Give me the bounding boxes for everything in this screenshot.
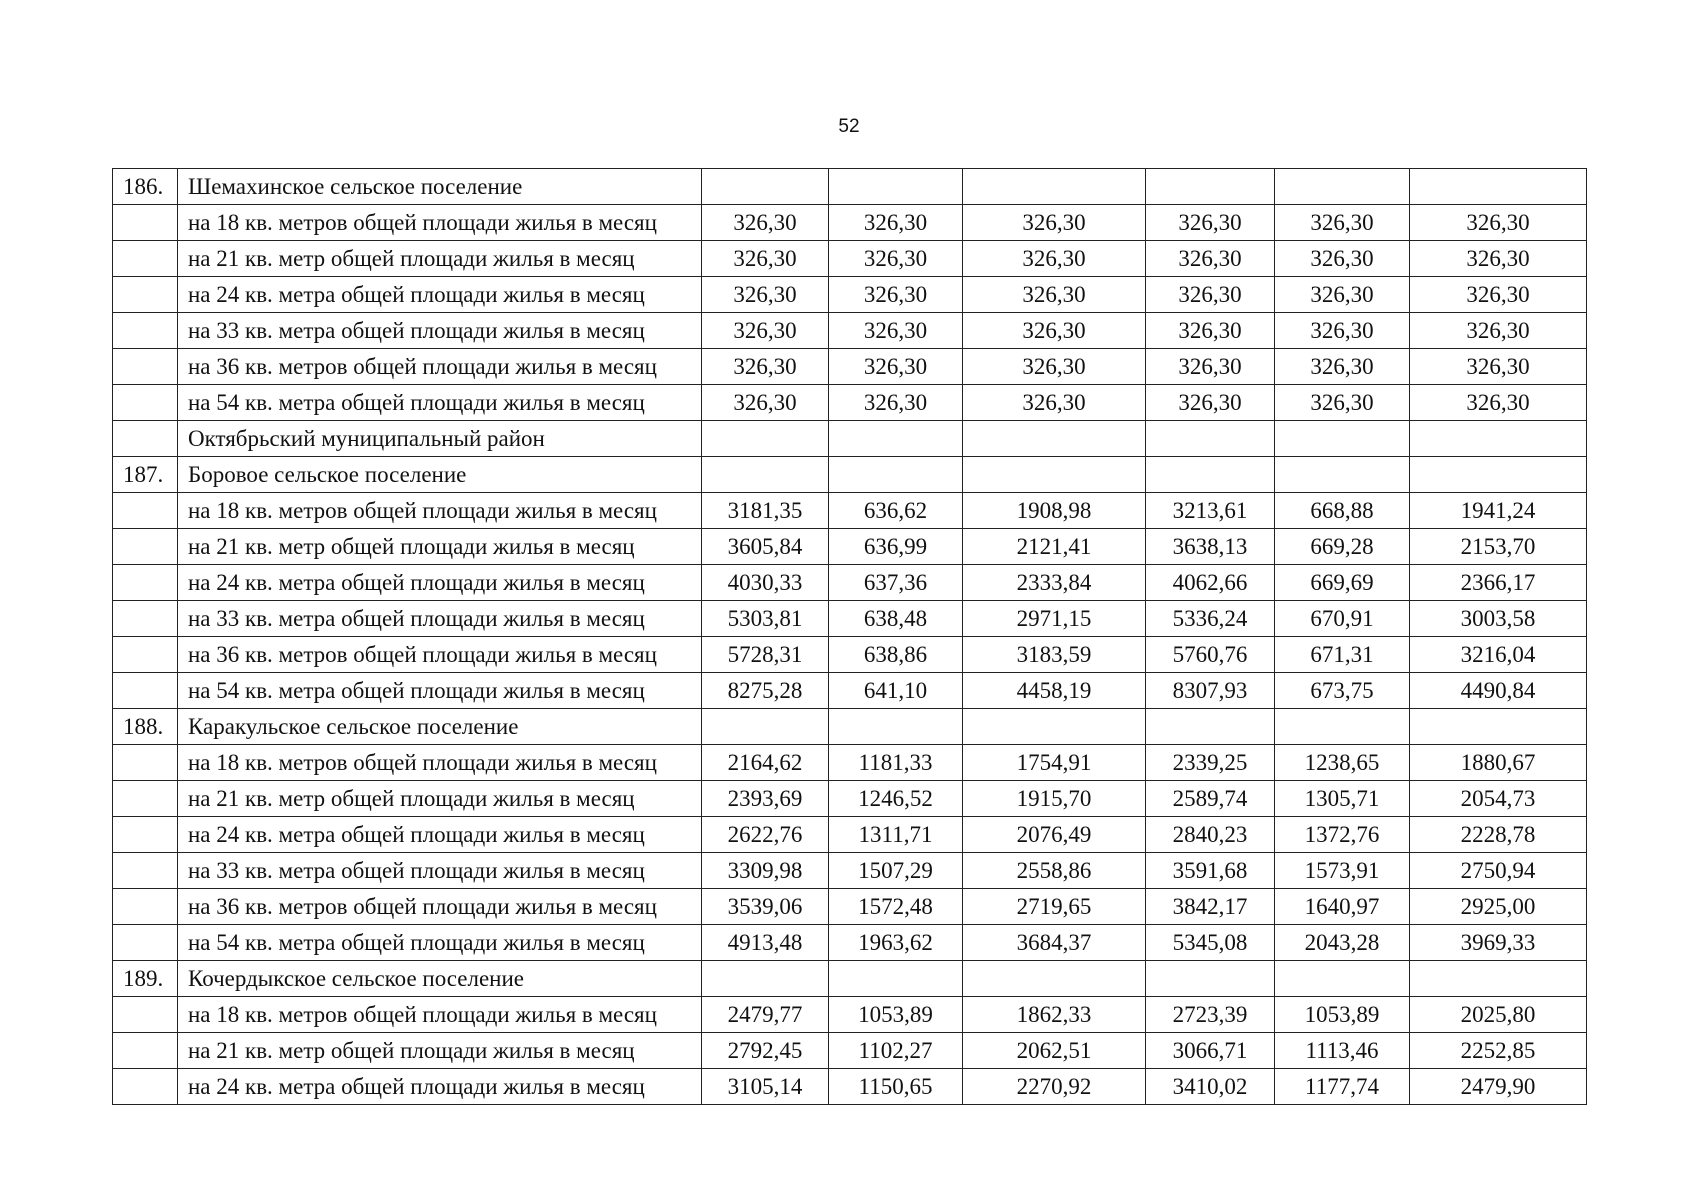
value-cell-5: 669,69 xyxy=(1275,565,1410,601)
value-cell-6: 2228,78 xyxy=(1410,817,1587,853)
value-cell-6 xyxy=(1410,169,1587,205)
value-cell-3: 326,30 xyxy=(963,313,1146,349)
value-cell-4: 326,30 xyxy=(1146,349,1275,385)
value-cell-3: 326,30 xyxy=(963,205,1146,241)
value-cell-3: 2076,49 xyxy=(963,817,1146,853)
row-number-cell xyxy=(113,349,178,385)
table-row xyxy=(113,925,1587,961)
value-cell-1: 326,30 xyxy=(702,313,829,349)
row-name-cell: на 21 кв. метр общей площади жилья в месяц xyxy=(178,529,702,565)
value-cell-3 xyxy=(963,961,1146,997)
value-cell-4: 326,30 xyxy=(1146,205,1275,241)
row-name-cell: Боровое сельское поселение xyxy=(178,457,702,493)
value-cell-4 xyxy=(1146,961,1275,997)
value-cell-2: 1507,29 xyxy=(829,853,963,889)
value-cell-3 xyxy=(963,457,1146,493)
value-cell-6: 3003,58 xyxy=(1410,601,1587,637)
value-cell-4: 3842,17 xyxy=(1146,889,1275,925)
value-cell-2: 636,62 xyxy=(829,493,963,529)
value-cell-2: 1311,71 xyxy=(829,817,963,853)
row-number-cell xyxy=(113,745,178,781)
value-cell-3: 326,30 xyxy=(963,385,1146,421)
value-cell-1 xyxy=(702,961,829,997)
value-cell-2: 1053,89 xyxy=(829,997,963,1033)
row-number-cell xyxy=(113,565,178,601)
row-number-cell xyxy=(113,925,178,961)
value-cell-5: 1113,46 xyxy=(1275,1033,1410,1069)
value-cell-6: 326,30 xyxy=(1410,277,1587,313)
page-number: 52 xyxy=(838,116,860,137)
value-cell-1: 8275,28 xyxy=(702,673,829,709)
value-cell-6: 1880,67 xyxy=(1410,745,1587,781)
value-cell-6: 2054,73 xyxy=(1410,781,1587,817)
value-cell-1: 326,30 xyxy=(702,349,829,385)
value-cell-5: 326,30 xyxy=(1275,277,1410,313)
row-number-cell: 188. xyxy=(113,709,178,745)
row-number-cell xyxy=(113,385,178,421)
value-cell-5: 326,30 xyxy=(1275,385,1410,421)
row-name-cell: на 54 кв. метра общей площади жилья в месяц xyxy=(178,925,702,961)
row-number-cell: 187. xyxy=(113,457,178,493)
row-number-cell xyxy=(113,889,178,925)
tariff-table xyxy=(112,168,1587,1105)
row-name-cell: Шемахинское сельское поселение xyxy=(178,169,702,205)
value-cell-5: 326,30 xyxy=(1275,313,1410,349)
value-cell-6: 4490,84 xyxy=(1410,673,1587,709)
value-cell-5 xyxy=(1275,421,1410,457)
value-cell-6: 326,30 xyxy=(1410,241,1587,277)
value-cell-1 xyxy=(702,457,829,493)
value-cell-5 xyxy=(1275,709,1410,745)
value-cell-4 xyxy=(1146,457,1275,493)
value-cell-1: 326,30 xyxy=(702,385,829,421)
value-cell-4: 4062,66 xyxy=(1146,565,1275,601)
value-cell-2: 638,48 xyxy=(829,601,963,637)
value-cell-6: 2153,70 xyxy=(1410,529,1587,565)
row-name-cell: на 24 кв. метра общей площади жилья в месяц xyxy=(178,277,702,313)
row-number-cell xyxy=(113,421,178,457)
row-name-cell: на 36 кв. метров общей площади жилья в месяц xyxy=(178,349,702,385)
value-cell-1 xyxy=(702,709,829,745)
row-number-cell xyxy=(113,637,178,673)
row-name-cell: на 33 кв. метра общей площади жилья в месяц xyxy=(178,853,702,889)
row-number-cell xyxy=(113,781,178,817)
value-cell-1: 326,30 xyxy=(702,277,829,313)
value-cell-6: 2025,80 xyxy=(1410,997,1587,1033)
value-cell-1: 2479,77 xyxy=(702,997,829,1033)
value-cell-1: 326,30 xyxy=(702,205,829,241)
row-name-cell: на 54 кв. метра общей площади жилья в месяц xyxy=(178,385,702,421)
value-cell-4: 2339,25 xyxy=(1146,745,1275,781)
table-row xyxy=(113,889,1587,925)
value-cell-3 xyxy=(963,169,1146,205)
table-row xyxy=(113,745,1587,781)
value-cell-6 xyxy=(1410,421,1587,457)
row-number-cell xyxy=(113,313,178,349)
value-cell-3: 2971,15 xyxy=(963,601,1146,637)
value-cell-6: 3216,04 xyxy=(1410,637,1587,673)
row-number-cell: 189. xyxy=(113,961,178,997)
row-number-cell xyxy=(113,817,178,853)
value-cell-1: 4913,48 xyxy=(702,925,829,961)
value-cell-1: 2792,45 xyxy=(702,1033,829,1069)
row-number-cell xyxy=(113,529,178,565)
value-cell-1: 3605,84 xyxy=(702,529,829,565)
value-cell-5: 673,75 xyxy=(1275,673,1410,709)
value-cell-2: 1963,62 xyxy=(829,925,963,961)
value-cell-3: 1908,98 xyxy=(963,493,1146,529)
table-row xyxy=(113,817,1587,853)
table-row xyxy=(113,1069,1587,1105)
value-cell-1: 3539,06 xyxy=(702,889,829,925)
value-cell-6: 3969,33 xyxy=(1410,925,1587,961)
value-cell-5: 670,91 xyxy=(1275,601,1410,637)
value-cell-4: 8307,93 xyxy=(1146,673,1275,709)
value-cell-4: 3638,13 xyxy=(1146,529,1275,565)
value-cell-6: 326,30 xyxy=(1410,349,1587,385)
table-row xyxy=(113,673,1587,709)
value-cell-1: 3105,14 xyxy=(702,1069,829,1105)
value-cell-4: 3591,68 xyxy=(1146,853,1275,889)
value-cell-2: 636,99 xyxy=(829,529,963,565)
value-cell-6: 326,30 xyxy=(1410,205,1587,241)
value-cell-2 xyxy=(829,457,963,493)
value-cell-3: 2121,41 xyxy=(963,529,1146,565)
row-name-cell: на 24 кв. метра общей площади жилья в месяц xyxy=(178,1069,702,1105)
row-number-cell xyxy=(113,997,178,1033)
value-cell-3: 1915,70 xyxy=(963,781,1146,817)
value-cell-1: 4030,33 xyxy=(702,565,829,601)
value-cell-4 xyxy=(1146,169,1275,205)
value-cell-6: 326,30 xyxy=(1410,313,1587,349)
value-cell-4 xyxy=(1146,709,1275,745)
value-cell-4: 326,30 xyxy=(1146,385,1275,421)
value-cell-4: 326,30 xyxy=(1146,241,1275,277)
value-cell-2 xyxy=(829,169,963,205)
table-row xyxy=(113,277,1587,313)
value-cell-4: 3410,02 xyxy=(1146,1069,1275,1105)
row-name-cell: на 18 кв. метров общей площади жилья в месяц xyxy=(178,997,702,1033)
value-cell-4: 2840,23 xyxy=(1146,817,1275,853)
row-name-cell: на 36 кв. метров общей площади жилья в месяц xyxy=(178,889,702,925)
value-cell-4: 326,30 xyxy=(1146,277,1275,313)
table-row xyxy=(113,565,1587,601)
value-cell-4: 2589,74 xyxy=(1146,781,1275,817)
row-number-cell xyxy=(113,673,178,709)
row-name-cell: Кочердыкское сельское поселение xyxy=(178,961,702,997)
table-row xyxy=(113,601,1587,637)
row-number-cell xyxy=(113,601,178,637)
value-cell-5: 1573,91 xyxy=(1275,853,1410,889)
value-cell-5: 1053,89 xyxy=(1275,997,1410,1033)
value-cell-1: 5303,81 xyxy=(702,601,829,637)
row-name-cell: на 33 кв. метра общей площади жилья в месяц xyxy=(178,313,702,349)
value-cell-1: 5728,31 xyxy=(702,637,829,673)
row-name-cell: на 33 кв. метра общей площади жилья в месяц xyxy=(178,601,702,637)
value-cell-6: 326,30 xyxy=(1410,385,1587,421)
row-name-cell: на 18 кв. метров общей площади жилья в месяц xyxy=(178,745,702,781)
value-cell-1 xyxy=(702,169,829,205)
value-cell-6 xyxy=(1410,457,1587,493)
row-name-cell: на 24 кв. метра общей площади жилья в месяц xyxy=(178,565,702,601)
value-cell-2: 1102,27 xyxy=(829,1033,963,1069)
table-row xyxy=(113,457,1587,493)
value-cell-5: 326,30 xyxy=(1275,241,1410,277)
table-row xyxy=(113,997,1587,1033)
value-cell-5: 1238,65 xyxy=(1275,745,1410,781)
row-number-cell: 186. xyxy=(113,169,178,205)
row-number-cell xyxy=(113,1069,178,1105)
value-cell-2: 1246,52 xyxy=(829,781,963,817)
value-cell-6 xyxy=(1410,709,1587,745)
value-cell-6: 1941,24 xyxy=(1410,493,1587,529)
value-cell-6: 2252,85 xyxy=(1410,1033,1587,1069)
value-cell-2: 1150,65 xyxy=(829,1069,963,1105)
table-row xyxy=(113,169,1587,205)
value-cell-6: 2479,90 xyxy=(1410,1069,1587,1105)
table-row xyxy=(113,1033,1587,1069)
value-cell-5 xyxy=(1275,457,1410,493)
value-cell-1: 326,30 xyxy=(702,241,829,277)
value-cell-5 xyxy=(1275,961,1410,997)
value-cell-3 xyxy=(963,421,1146,457)
table-row xyxy=(113,853,1587,889)
value-cell-5: 1177,74 xyxy=(1275,1069,1410,1105)
value-cell-3: 326,30 xyxy=(963,241,1146,277)
value-cell-2: 637,36 xyxy=(829,565,963,601)
value-cell-3: 3183,59 xyxy=(963,637,1146,673)
row-name-cell: на 18 кв. метров общей площади жилья в месяц xyxy=(178,493,702,529)
table-row xyxy=(113,781,1587,817)
value-cell-5: 2043,28 xyxy=(1275,925,1410,961)
row-number-cell xyxy=(113,1033,178,1069)
value-cell-4: 326,30 xyxy=(1146,313,1275,349)
table-row xyxy=(113,493,1587,529)
table-row xyxy=(113,241,1587,277)
value-cell-5: 671,31 xyxy=(1275,637,1410,673)
table-row xyxy=(113,961,1587,997)
value-cell-4 xyxy=(1146,421,1275,457)
value-cell-5: 326,30 xyxy=(1275,349,1410,385)
value-cell-1: 2622,76 xyxy=(702,817,829,853)
value-cell-3: 1754,91 xyxy=(963,745,1146,781)
row-name-cell: на 21 кв. метр общей площади жилья в месяц xyxy=(178,241,702,277)
value-cell-3: 326,30 xyxy=(963,277,1146,313)
value-cell-5: 1305,71 xyxy=(1275,781,1410,817)
table-row xyxy=(113,709,1587,745)
value-cell-1: 2393,69 xyxy=(702,781,829,817)
value-cell-2: 326,30 xyxy=(829,277,963,313)
value-cell-4: 3213,61 xyxy=(1146,493,1275,529)
row-number-cell xyxy=(113,241,178,277)
tariff-table-body xyxy=(113,169,1587,1105)
value-cell-5: 668,88 xyxy=(1275,493,1410,529)
value-cell-1: 2164,62 xyxy=(702,745,829,781)
value-cell-2: 1572,48 xyxy=(829,889,963,925)
table-row xyxy=(113,205,1587,241)
table-row xyxy=(113,637,1587,673)
row-number-cell xyxy=(113,493,178,529)
row-name-cell: Каракульское сельское поселение xyxy=(178,709,702,745)
value-cell-3: 2558,86 xyxy=(963,853,1146,889)
value-cell-6: 2750,94 xyxy=(1410,853,1587,889)
value-cell-2 xyxy=(829,961,963,997)
value-cell-5: 1640,97 xyxy=(1275,889,1410,925)
value-cell-3: 2333,84 xyxy=(963,565,1146,601)
value-cell-1: 3181,35 xyxy=(702,493,829,529)
value-cell-3: 1862,33 xyxy=(963,997,1146,1033)
value-cell-2: 1181,33 xyxy=(829,745,963,781)
value-cell-4: 2723,39 xyxy=(1146,997,1275,1033)
value-cell-3: 2719,65 xyxy=(963,889,1146,925)
value-cell-6 xyxy=(1410,961,1587,997)
value-cell-1: 3309,98 xyxy=(702,853,829,889)
row-name-cell: Октябрьский муниципальный район xyxy=(178,421,702,457)
value-cell-2: 638,86 xyxy=(829,637,963,673)
value-cell-4: 3066,71 xyxy=(1146,1033,1275,1069)
row-name-cell: на 21 кв. метр общей площади жилья в месяц xyxy=(178,1033,702,1069)
value-cell-1 xyxy=(702,421,829,457)
value-cell-3: 326,30 xyxy=(963,349,1146,385)
value-cell-3: 2270,92 xyxy=(963,1069,1146,1105)
value-cell-2 xyxy=(829,709,963,745)
value-cell-3: 2062,51 xyxy=(963,1033,1146,1069)
value-cell-4: 5336,24 xyxy=(1146,601,1275,637)
value-cell-3: 3684,37 xyxy=(963,925,1146,961)
row-name-cell: на 36 кв. метров общей площади жилья в месяц xyxy=(178,637,702,673)
value-cell-2: 326,30 xyxy=(829,349,963,385)
value-cell-5: 326,30 xyxy=(1275,205,1410,241)
row-number-cell xyxy=(113,853,178,889)
row-name-cell: на 24 кв. метра общей площади жилья в месяц xyxy=(178,817,702,853)
value-cell-2: 326,30 xyxy=(829,313,963,349)
row-name-cell: на 21 кв. метр общей площади жилья в месяц xyxy=(178,781,702,817)
table-row xyxy=(113,421,1587,457)
value-cell-5 xyxy=(1275,169,1410,205)
value-cell-2: 326,30 xyxy=(829,241,963,277)
value-cell-3: 4458,19 xyxy=(963,673,1146,709)
value-cell-2: 326,30 xyxy=(829,205,963,241)
value-cell-4: 5345,08 xyxy=(1146,925,1275,961)
value-cell-4: 5760,76 xyxy=(1146,637,1275,673)
value-cell-6: 2925,00 xyxy=(1410,889,1587,925)
value-cell-5: 669,28 xyxy=(1275,529,1410,565)
table-row xyxy=(113,385,1587,421)
row-number-cell xyxy=(113,277,178,313)
row-name-cell: на 18 кв. метров общей площади жилья в месяц xyxy=(178,205,702,241)
value-cell-5: 1372,76 xyxy=(1275,817,1410,853)
value-cell-2: 641,10 xyxy=(829,673,963,709)
row-name-cell: на 54 кв. метра общей площади жилья в месяц xyxy=(178,673,702,709)
table-row xyxy=(113,529,1587,565)
value-cell-6: 2366,17 xyxy=(1410,565,1587,601)
value-cell-2 xyxy=(829,421,963,457)
table-row xyxy=(113,313,1587,349)
value-cell-2: 326,30 xyxy=(829,385,963,421)
row-number-cell xyxy=(113,205,178,241)
table-row xyxy=(113,349,1587,385)
value-cell-3 xyxy=(963,709,1146,745)
